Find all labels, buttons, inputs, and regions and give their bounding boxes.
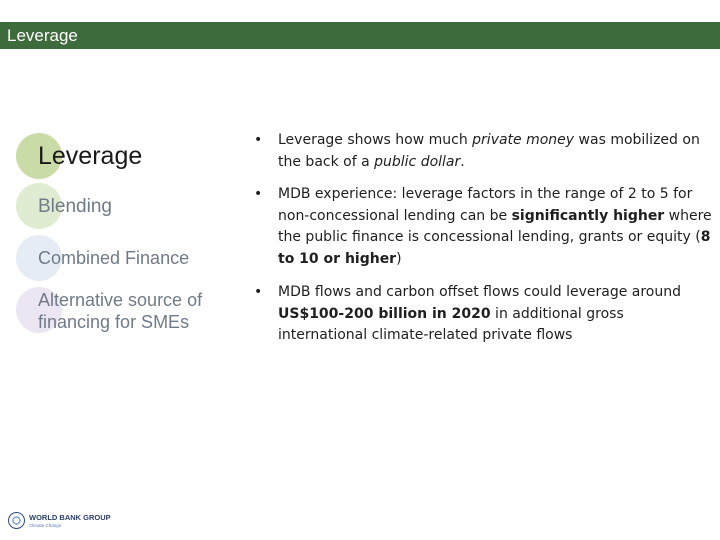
bullet-run: MDB experience: leverage factors in the range of 2 to 5 for non-concessional lending can be xyxy=(278,186,693,224)
bullet-run: where the public finance is concessional lending, grants or equity ( xyxy=(278,207,712,245)
bullet-item xyxy=(250,130,715,173)
bullet-item xyxy=(250,184,715,270)
bullet-run-italic: public dollar xyxy=(374,153,461,170)
bullet-run: in additional gross international climate-related private flows xyxy=(278,305,624,343)
bullet-list xyxy=(250,130,715,347)
bullet-dot: • xyxy=(254,132,263,148)
bullet-item xyxy=(250,282,715,347)
menu-item-label: Blending xyxy=(38,196,112,217)
bullet-run: MDB flows and carbon offset flows could leverage around xyxy=(278,284,681,300)
bullet-run-bold: significantly higher xyxy=(511,207,665,224)
bullet-text xyxy=(278,186,712,267)
bullet-run-bold: 8 to 10 or higher xyxy=(278,229,711,267)
menu-item-label: Combined Finance xyxy=(38,248,190,268)
bullet-run: ) xyxy=(396,250,402,267)
logo-subtitle: Climate Change xyxy=(29,523,62,528)
world-bank-logo xyxy=(8,510,118,532)
logo-name: WORLD BANK GROUP xyxy=(29,513,111,522)
slide-title: Leverage xyxy=(7,26,78,45)
globe-icon xyxy=(8,512,25,529)
menu-item-label: Leverage xyxy=(38,142,143,170)
bullet-run-bold: US$100-200 billion in 2020 xyxy=(278,305,491,322)
bullet-dot: • xyxy=(254,284,263,300)
bullet-run: was mobilized on the back of a xyxy=(278,132,700,170)
bullet-run-italic: private money xyxy=(472,132,575,148)
bullet-run: . xyxy=(460,153,465,170)
bullet-text xyxy=(278,284,681,343)
bullet-dot: • xyxy=(254,186,263,202)
menu-item-label: Alternative source of financing for SMEs xyxy=(38,290,203,332)
bullet-run: Leverage shows how much xyxy=(278,132,473,148)
section-menu xyxy=(0,0,263,360)
bullet-text xyxy=(278,132,700,170)
